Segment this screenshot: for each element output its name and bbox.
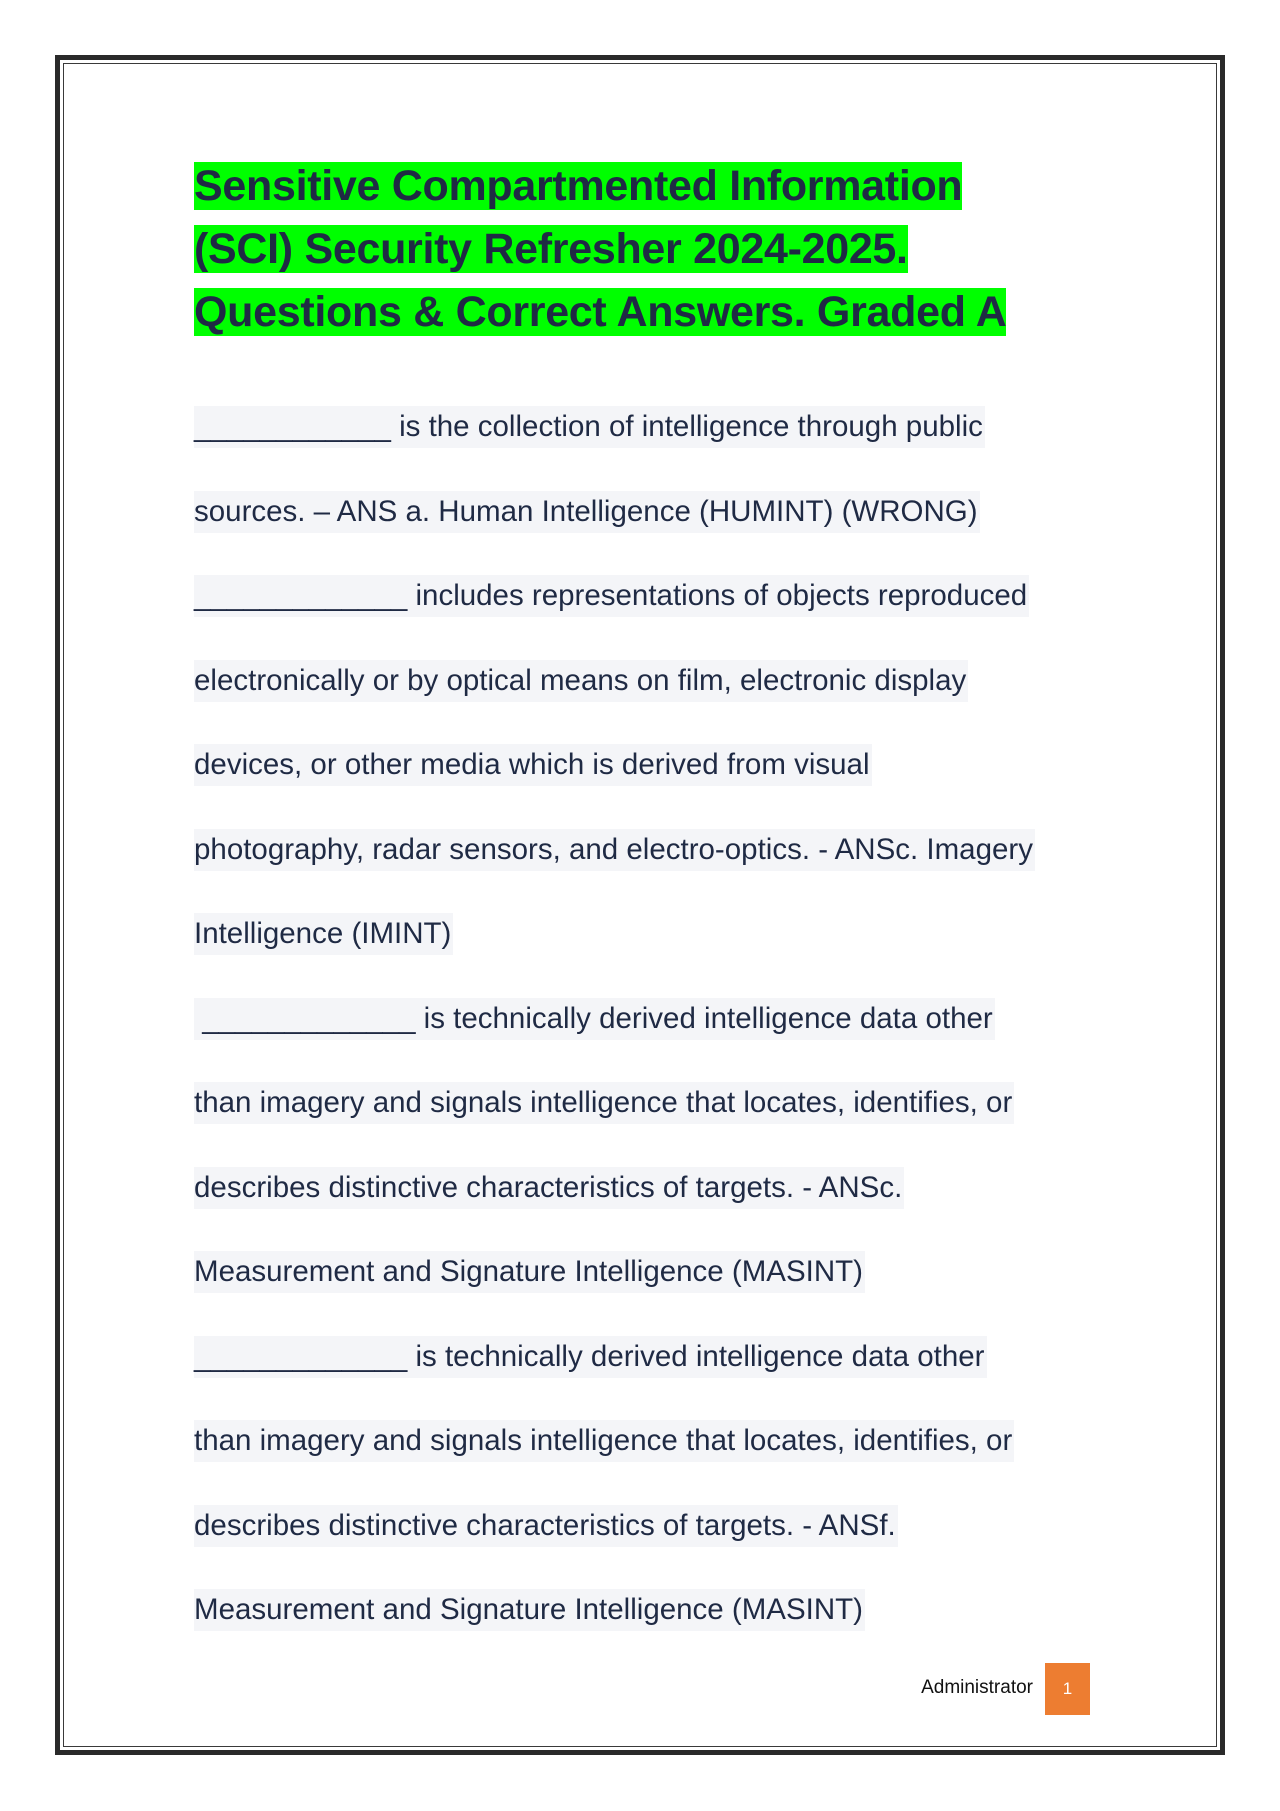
text-line-content: Intelligence (IMINT) [194, 913, 453, 955]
document-body [194, 155, 1094, 1674]
text-line [194, 1082, 1094, 1167]
text-line [194, 491, 1094, 576]
text-line-content: than imagery and signals intelligence that locates, identifies, or [194, 1082, 1014, 1124]
text-line [194, 744, 1094, 829]
title-line: Questions & Correct Answers. Graded A [194, 288, 1007, 336]
text-line [194, 406, 1094, 491]
title-line: (SCI) Security Refresher 2024-2025. [194, 225, 908, 273]
text-line [194, 998, 1094, 1083]
text-line [194, 660, 1094, 745]
question-answer-list [194, 406, 1094, 1674]
text-line-content: ____________ is the collection of intelligence through public [194, 406, 985, 448]
text-line-content: describes distinctive characteristics of targets. - ANSf. [194, 1505, 898, 1547]
text-line [194, 913, 1094, 998]
text-line-content: electronically or by optical means on film, electronic display [194, 660, 968, 702]
page-footer [900, 1663, 1090, 1715]
text-line [194, 1336, 1094, 1421]
page-number-badge: 1 [1045, 1663, 1090, 1715]
text-line-content: Measurement and Signature Intelligence (MASINT) [194, 1251, 865, 1293]
document-title [194, 155, 1094, 344]
title-line: Sensitive Compartmented Information [194, 162, 963, 210]
text-line-content: _____________ includes representations of objects reproduced [194, 575, 1029, 617]
text-line-content: devices, or other media which is derived from visual [194, 744, 872, 786]
text-line-content: photography, radar sensors, and electro-optics. - ANSc. Imagery [194, 829, 1035, 871]
text-line-content: _____________ is technically derived intelligence data other [194, 1336, 987, 1378]
footer-author: Administrator [921, 1677, 1033, 1698]
text-line-content: describes distinctive characteristics of targets. - ANSc. [194, 1167, 904, 1209]
text-line [194, 829, 1094, 914]
text-line [194, 575, 1094, 660]
text-line-content: _____________ is technically derived intelligence data other [194, 998, 995, 1040]
text-line [194, 1420, 1094, 1505]
text-line-content: than imagery and signals intelligence that locates, identifies, or [194, 1420, 1014, 1462]
text-line-content: Measurement and Signature Intelligence (MASINT) [194, 1589, 865, 1631]
text-line [194, 1589, 1094, 1674]
text-line [194, 1505, 1094, 1590]
text-line [194, 1167, 1094, 1252]
text-line [194, 1251, 1094, 1336]
text-line-content: sources. – ANS a. Human Intelligence (HUMINT) (WRONG) [194, 491, 980, 533]
